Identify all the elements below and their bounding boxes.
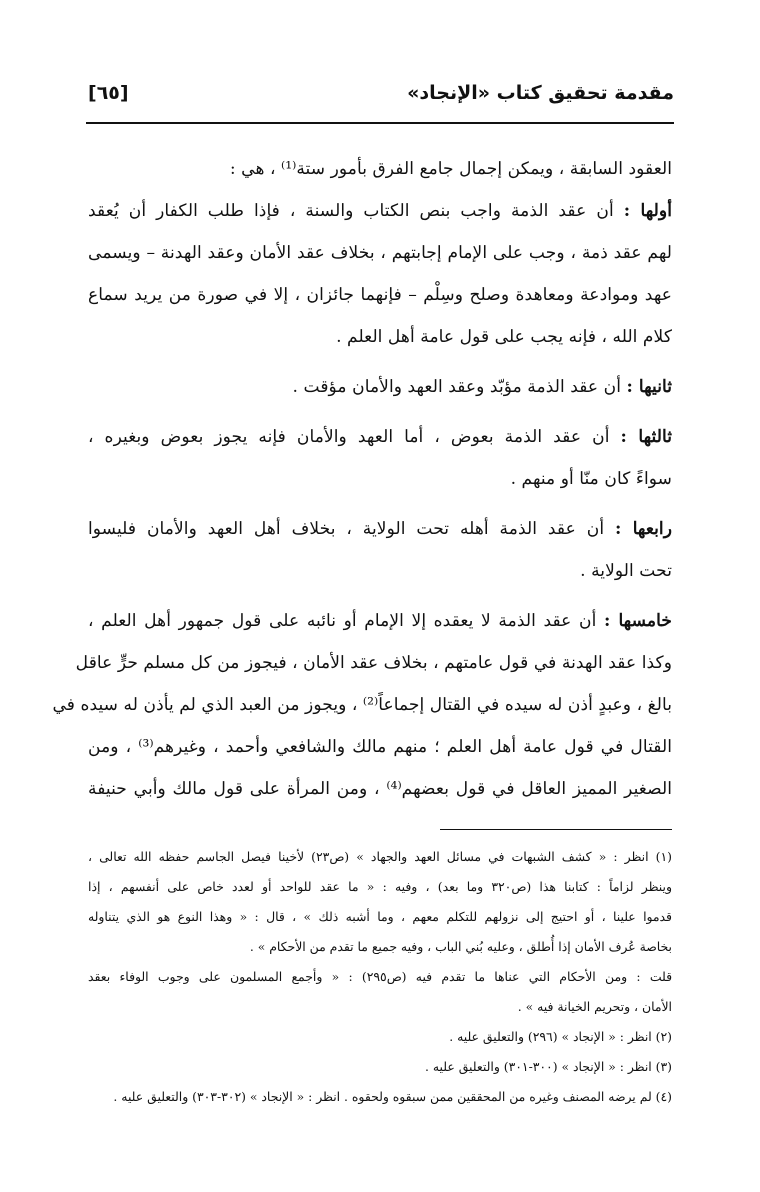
- text-line: كلام الله ، فإنه يجب على قول عامة أهل العلم .: [336, 327, 672, 347]
- point-label: أولها :: [623, 201, 672, 221]
- footnote-line: (١) انظر : « كشف الشبهات في مسائل العهد والجهاد » (ص٢٣) لأخينا فيصل الجاسم حفظه الله تعالى ،: [88, 849, 672, 864]
- text-line: تحت الولاية .: [580, 561, 672, 581]
- text-line: عهد وموادعة ومعاهدة وصلح وسِلْم – فإنهما جائزان ، إلا في صورة من يريد سماع: [88, 285, 672, 305]
- footnote-line: الأمان ، وتحريم الخيانة فيه » .: [517, 999, 672, 1014]
- point-label: ثالثها :: [620, 427, 672, 447]
- footnote-line: (٤) لم يرضه المصنف وغيره من المحققين ممن سبقوه ولحقوه . انظر : « الإنجاد » (٣٠٢-٣٠٣) والتعليق عليه .: [113, 1089, 672, 1104]
- footnote-line: قدموا علينا ، أو احتيج إلى نزولهم للتكلم معهم ، وما أشبه ذلك » ، قال : « وهذا النوع هو الذي يتناوله: [88, 909, 672, 924]
- text-line: [88, 508, 672, 550]
- text-line: القتال في قول عامة أهل العلم ؛ منهم مالك والشافعي وأحمد ، وغيرهم⁽³⁾ ، ومن: [88, 737, 672, 757]
- footnotes: [88, 842, 672, 1112]
- running-header: [88, 82, 674, 122]
- text-line: [88, 600, 672, 642]
- page-number: [٦٥]: [88, 82, 129, 104]
- point-text: أن عقد الذمة واجب بنص الكتاب والسنة ، فإذا طلب الكفار أن يُعقد: [88, 201, 624, 221]
- footnote-line: قلت : ومن الأحكام التي عناها ما تقدم فيه (ص٢٩٥) : « وأجمع المسلمون على وجوب الوفاء بعقد: [88, 969, 673, 984]
- footnote-separator: [440, 829, 672, 830]
- page-title: مقدمة تحقيق كتاب «الإنجاد»: [407, 82, 674, 104]
- footnote-line: بخاصة عُرف الأمان إذا أُطلق ، وعليه بُني الباب ، وفيه جميع ما تقدم من الأحكام » .: [249, 939, 672, 954]
- footnote-line: (٣) انظر : « الإنجاد » (٣٠٠-٣٠١) والتعليق عليه .: [425, 1059, 672, 1074]
- text-line: [88, 190, 672, 232]
- text-line: بالغ ، وعبدٍ أذن له سيده في القتال إجماعاً⁽²⁾ ، ويجوز من العبد الذي لم يأذن له سيده في: [52, 695, 672, 715]
- text-line: الصغير المميز العاقل في قول بعضهم⁽⁴⁾ ، ومن المرأة على قول مالك وأبي حنيفة: [88, 779, 672, 799]
- text-line: [88, 416, 672, 458]
- text-line: سواءً كان منّا أو منهم .: [510, 469, 672, 489]
- point-text: أن عقد الذمة أهله تحت الولاية ، بخلاف أهل العهد والأمان فليسوا: [88, 519, 615, 539]
- point-label: خامسها :: [604, 611, 673, 631]
- text-line: لهم عقد ذمة ، وجب على الإمام إجابتهم ، بخلاف عقد الأمان وعقد الهدنة – ويسمى: [88, 243, 672, 263]
- point-label: ثانيها :: [626, 377, 672, 397]
- main-text: [52, 148, 673, 810]
- text-line: العقود السابقة ، ويمكن إجمال جامع الفرق بأمور ستة⁽¹⁾ ، هي :: [229, 159, 672, 179]
- footnote-line: (٢) انظر : « الإنجاد » (٢٩٦) والتعليق عليه .: [449, 1029, 672, 1044]
- point-text: أن عقد الذمة لا يعقده إلا الإمام أو نائبه على قول جمهور أهل العلم ،: [88, 611, 604, 631]
- point-label: رابعها :: [614, 519, 673, 539]
- footnote-line: وينظر لزاماً : كتابنا هذا (ص٣٢٠ وما بعد) ، وفيه : « ما عقد للواحد أو لعدد خاص على أنفسهم ، إذا: [88, 879, 672, 894]
- point-text: أن عقد الذمة مؤبّد وعقد العهد والأمان مؤقت .: [292, 377, 627, 397]
- header-rule: [86, 122, 674, 124]
- text-line: [88, 366, 672, 408]
- point-text: أن عقد الذمة بعوض ، أما العهد والأمان فإنه يجوز بعوض وبغيره ،: [88, 427, 621, 447]
- text-line: وكذا عقد الهدنة في قول عامتهم ، بخلاف عقد الأمان ، فيجوز من كل مسلم حرٍّ عاقل: [75, 653, 672, 673]
